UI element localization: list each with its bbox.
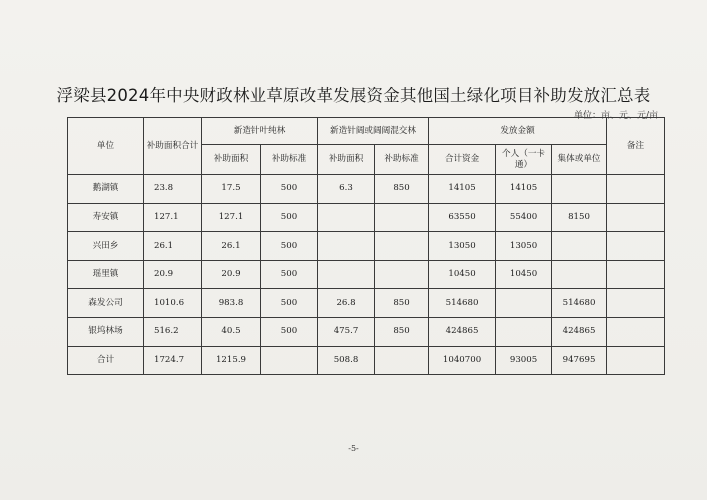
cell-individual: 13050 [496,232,552,261]
cell-area-total: 516.2 [144,317,202,346]
cell-mixed-area: 26.8 [318,289,375,318]
cell-total-funds: 514680 [429,289,496,318]
cell-unit: 寿安镇 [68,203,144,232]
cell-conifer-std: 500 [261,317,318,346]
cell-total-funds: 14105 [429,175,496,204]
cell-mixed-std [375,260,429,289]
header-subsidy-area-2: 补助面积 [318,145,375,175]
cell-mixed-area: 475.7 [318,317,375,346]
cell-mixed-area: 508.8 [318,346,375,375]
cell-conifer-std: 500 [261,289,318,318]
cell-individual: 14105 [496,175,552,204]
cell-mixed-std [375,203,429,232]
document-title: 浮梁县2024年中央财政林业草原改革发展资金其他国土绿化项目补助发放汇总表 [56,86,651,105]
cell-remarks [607,346,665,375]
cell-remarks [607,203,665,232]
cell-remarks [607,175,665,204]
cell-conifer-std: 500 [261,260,318,289]
table-row [68,175,665,204]
cell-area-total: 26.1 [144,232,202,261]
table-row [68,260,665,289]
table-row-total [68,346,665,375]
cell-individual [496,317,552,346]
cell-conifer-std: 500 [261,203,318,232]
header-total-funds: 合计资金 [429,145,496,175]
cell-remarks [607,317,665,346]
cell-area-total: 127.1 [144,203,202,232]
header-new-conifer: 新造针叶纯林 [202,118,318,145]
cell-total-funds: 1040700 [429,346,496,375]
cell-mixed-std: 850 [375,175,429,204]
cell-area-total: 1010.6 [144,289,202,318]
cell-collective [552,232,607,261]
subsidy-summary-table [67,117,665,375]
cell-conifer-std: 500 [261,232,318,261]
cell-collective [552,175,607,204]
cell-unit: 瑶里镇 [68,260,144,289]
cell-unit: 森发公司 [68,289,144,318]
table-row [68,289,665,318]
cell-conifer-area: 1215.9 [202,346,261,375]
header-new-mixed: 新造针阔或阔阔混交林 [318,118,429,145]
cell-conifer-std [261,346,318,375]
cell-area-total: 20.9 [144,260,202,289]
cell-unit: 银坞林场 [68,317,144,346]
cell-unit: 鹅湖镇 [68,175,144,204]
cell-individual: 55400 [496,203,552,232]
header-payout-amount: 发放金额 [429,118,607,145]
cell-conifer-area: 17.5 [202,175,261,204]
cell-mixed-std [375,232,429,261]
cell-collective: 947695 [552,346,607,375]
header-subsidy-area-total: 补助面积合计 [144,118,202,175]
cell-mixed-area [318,203,375,232]
cell-mixed-std [375,346,429,375]
cell-remarks [607,260,665,289]
cell-mixed-area: 6.3 [318,175,375,204]
cell-unit: 合计 [68,346,144,375]
cell-mixed-std: 850 [375,317,429,346]
cell-conifer-area: 26.1 [202,232,261,261]
cell-conifer-std: 500 [261,175,318,204]
header-unit: 单位 [68,118,144,175]
cell-conifer-area: 983.8 [202,289,261,318]
cell-collective: 424865 [552,317,607,346]
cell-total-funds: 10450 [429,260,496,289]
header-subsidy-standard-2: 补助标准 [375,145,429,175]
cell-area-total: 1724.7 [144,346,202,375]
unit-note: 单位：亩、元、元/亩 [573,111,658,121]
cell-remarks [607,232,665,261]
table-row [68,203,665,232]
table-row [68,232,665,261]
cell-total-funds: 63550 [429,203,496,232]
header-subsidy-area: 补助面积 [202,145,261,175]
cell-total-funds: 13050 [429,232,496,261]
cell-mixed-area [318,232,375,261]
cell-total-funds: 424865 [429,317,496,346]
cell-collective: 514680 [552,289,607,318]
page-number: -5- [348,444,359,453]
cell-mixed-std: 850 [375,289,429,318]
cell-collective: 8150 [552,203,607,232]
cell-individual [496,289,552,318]
cell-conifer-area: 127.1 [202,203,261,232]
cell-individual: 10450 [496,260,552,289]
header-row-1 [68,118,665,145]
cell-mixed-area [318,260,375,289]
cell-remarks [607,289,665,318]
header-remarks: 备注 [607,118,665,175]
cell-conifer-area: 20.9 [202,260,261,289]
header-subsidy-standard: 补助标准 [261,145,318,175]
cell-individual: 93005 [496,346,552,375]
cell-unit: 兴田乡 [68,232,144,261]
header-individual: 个人（一卡通） [496,145,552,175]
header-collective: 集体或单位 [552,145,607,175]
table-row [68,317,665,346]
cell-conifer-area: 40.5 [202,317,261,346]
cell-collective [552,260,607,289]
cell-area-total: 23.8 [144,175,202,204]
